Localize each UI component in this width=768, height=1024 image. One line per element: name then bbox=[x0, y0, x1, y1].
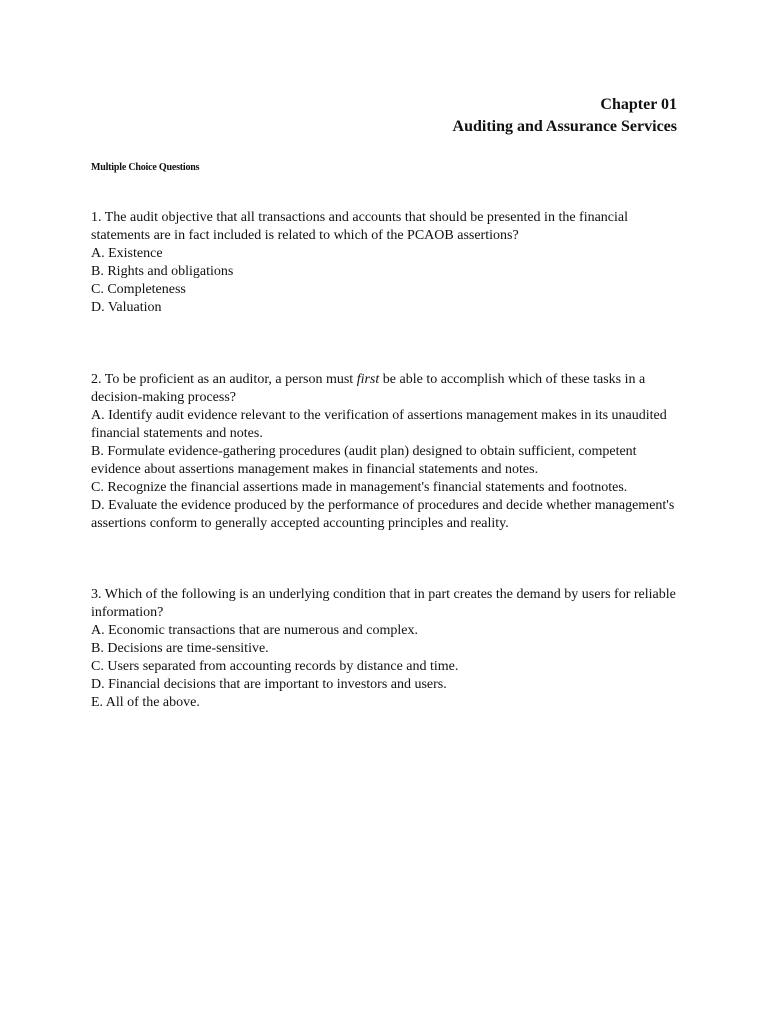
question-stem bbox=[91, 371, 681, 407]
question-stem: 3. Which of the following is an underlying condition that in part creates the demand by users for reliable information? bbox=[91, 587, 676, 620]
stem-text-before: 2. To be proficient as an auditor, a person must bbox=[91, 372, 357, 387]
answer-option: A. Economic transactions that are numerous and complex. bbox=[91, 623, 418, 638]
answer-option: C. Recognize the financial assertions made in management's financial statements and footnotes. bbox=[91, 480, 628, 495]
section-label: Multiple Choice Questions bbox=[91, 162, 200, 173]
answer-option: B. Decisions are time-sensitive. bbox=[91, 641, 269, 656]
answer-option: D. Valuation bbox=[91, 300, 162, 315]
stem-emphasis: first bbox=[356, 372, 380, 387]
answer-option: C. Users separated from accounting records by distance and time. bbox=[91, 659, 459, 674]
answer-option: B. Formulate evidence-gathering procedures (audit plan) designed to obtain sufficient, competent evidence about assertions management makes in financial statements and notes. bbox=[91, 444, 637, 477]
question-3 bbox=[91, 586, 681, 712]
answer-option: E. All of the above. bbox=[91, 695, 200, 710]
question-1 bbox=[91, 209, 681, 317]
chapter-title: Auditing and Assurance Services bbox=[452, 118, 677, 135]
question-stem: 1. The audit objective that all transactions and accounts that should be presented in the financial statements are in fact included is related to which of the PCAOB assertions? bbox=[91, 210, 629, 243]
chapter-number: Chapter 01 bbox=[600, 96, 677, 113]
question-2 bbox=[91, 371, 681, 533]
chapter-header bbox=[453, 94, 677, 138]
answer-option: D. Evaluate the evidence produced by the performance of procedures and decide whether management's assertions conform to generally accepted accounting principles and reality. bbox=[91, 498, 675, 531]
answer-option: A. Identify audit evidence relevant to the verification of assertions management makes in its unaudited financial statements and notes. bbox=[91, 408, 667, 441]
answer-option: D. Financial decisions that are important to investors and users. bbox=[91, 677, 447, 692]
answer-option: B. Rights and obligations bbox=[91, 264, 234, 279]
answer-option: A. Existence bbox=[91, 246, 163, 261]
answer-option: C. Completeness bbox=[91, 282, 186, 297]
stem-text-after: be able to accomplish which of these tasks in a decision-making process? bbox=[91, 372, 646, 405]
